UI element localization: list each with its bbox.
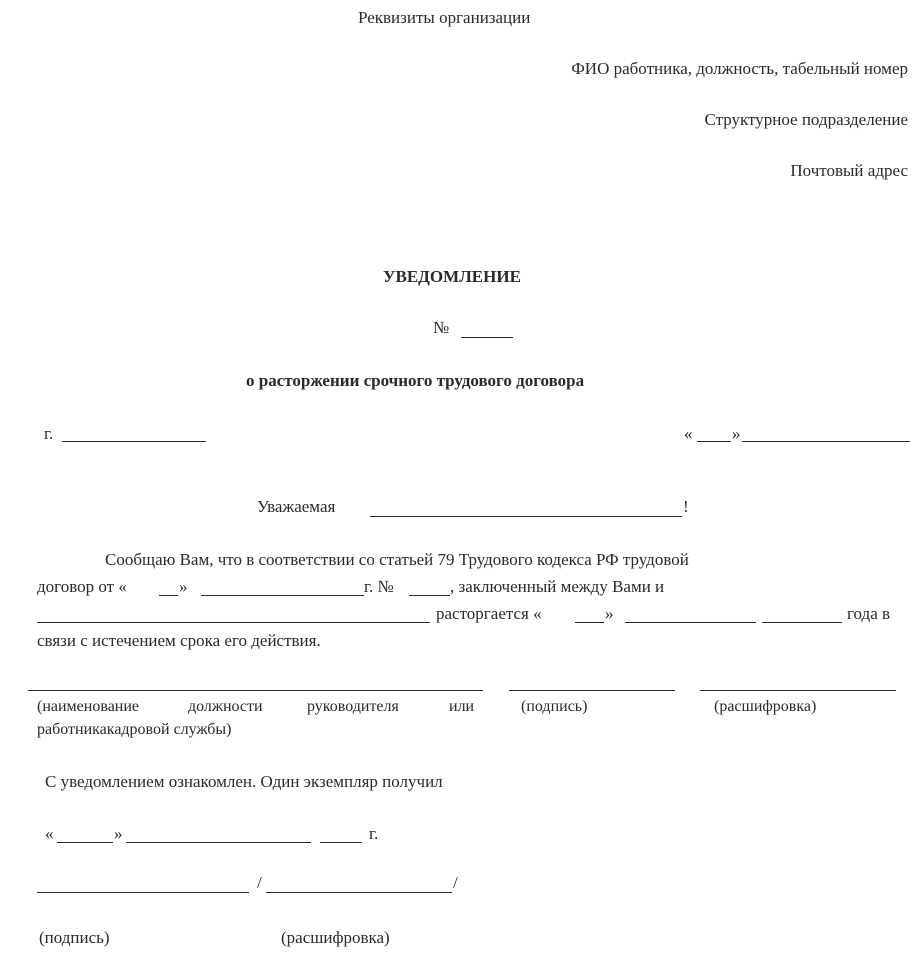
ack-transcript-line [266,892,452,893]
contract-day-line [159,595,178,596]
transcript-line [700,690,896,691]
body-line-2-number: г. № [364,577,394,596]
ack-signature-line [37,892,249,893]
termination-year-line [762,622,842,623]
acknowledgement-text: С уведомлением ознакомлен. Один экземпляр получил [45,772,443,791]
ack-transcript-label: (расшифровка) [281,928,390,947]
body-line-4: связи с истечением срока его действия. [37,631,321,650]
department: Структурное подразделение [704,110,908,129]
city-prefix: г. [44,424,54,443]
body-line-2-end: , заключенный между Вами и [450,577,665,596]
employee-info: ФИО работника, должность, табельный номер [571,59,908,78]
ack-year-line [320,842,362,843]
org-details: Реквизиты организации [358,8,531,27]
body-line-2-start: договор от « [37,577,127,596]
ack-quote-open: « [45,824,54,843]
position-label-line-2: работникакадровой службы) [37,721,232,738]
position-label-word-3: руководителя [307,698,399,715]
salutation: Уважаемая [257,497,336,516]
body-line-3-quote-close: » [605,604,614,623]
ack-month-line [126,842,311,843]
signature-label: (подпись) [521,698,588,715]
document-title: УВЕДОМЛЕНИЕ [383,267,521,286]
exclamation: ! [683,497,689,516]
document-number-line [461,337,513,338]
ack-day-line [57,842,113,843]
body-line-2-quote-close: » [179,577,188,596]
termination-month-line [625,622,756,623]
date-day-line [697,441,731,442]
ack-quote-close: » [114,824,123,843]
position-label-word-2: должности [188,698,263,715]
addressee-line [370,516,682,517]
body-line-3-end: года в [847,604,891,623]
date-quote-close: » [732,424,741,443]
body-line-1: Сообщаю Вам, что в соответствии со статьей 79 Трудового кодекса РФ трудовой [105,550,689,569]
position-label-word-1: (наименование [37,698,140,715]
date-quote-open: « [684,424,693,443]
position-label-word-4: или [449,698,475,715]
ack-year-suffix: г. [369,824,379,843]
contract-number-line [409,595,450,596]
ack-signature-label: (подпись) [39,928,110,947]
postal-address: Почтовый адрес [790,161,908,180]
contract-date-line [201,595,364,596]
ack-slash-left: / [257,873,262,892]
transcript-label: (расшифровка) [714,698,817,715]
document-subject: о расторжении срочного трудового договора [246,371,585,390]
position-line [28,690,483,691]
date-month-year-line [742,441,910,442]
termination-day-line [575,622,604,623]
number-sign: № [433,318,450,337]
body-line-3-start: расторгается « [436,604,542,623]
ack-slash-right: / [453,873,458,892]
employer-name-line [37,622,430,623]
city-line [62,441,206,442]
signature-line [509,690,675,691]
